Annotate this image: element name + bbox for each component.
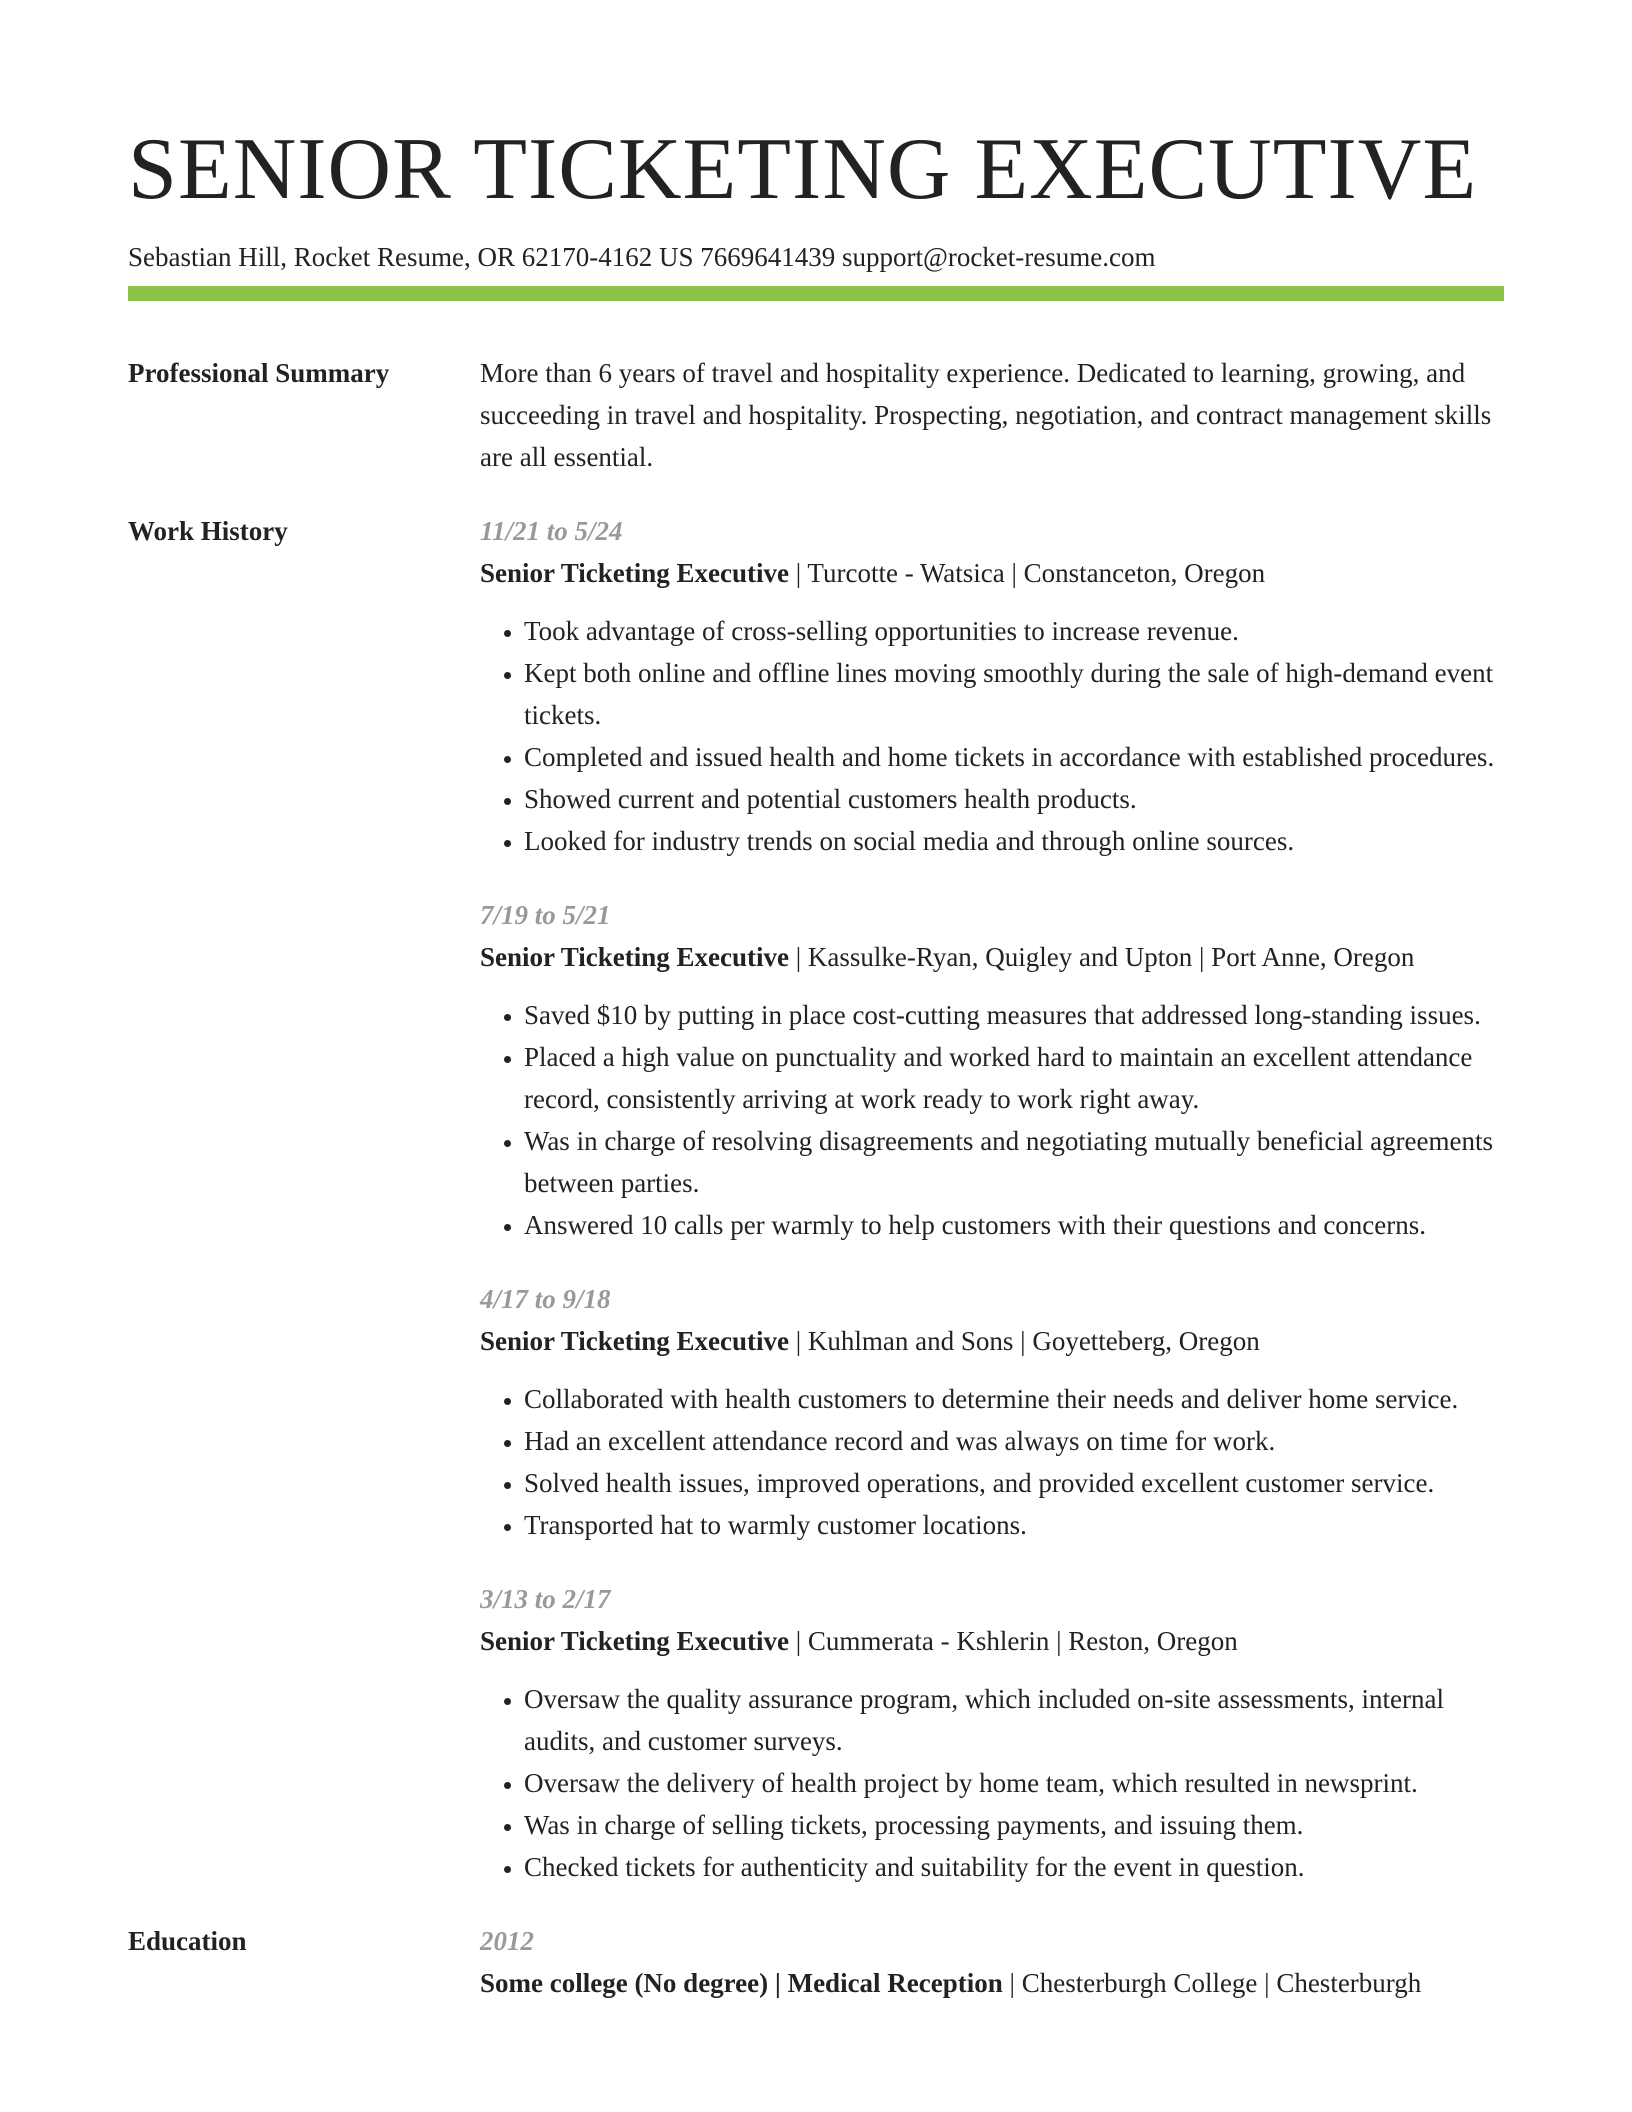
job-role: Senior Ticketing Executive <box>480 1626 790 1656</box>
page-title: SENIOR TICKETING EXECUTIVE <box>128 121 1478 218</box>
work-history-section <box>128 510 1504 1888</box>
job-details: | Cummerata - Kshlerin | Reston, Oregon <box>789 1626 1238 1656</box>
job-details: | Kuhlman and Sons | Goyetteberg, Oregon <box>789 1326 1260 1356</box>
job-details: | Kassulke-Ryan, Quigley and Upton | Port Anne, Oregon <box>789 942 1415 972</box>
education-year: 2012 <box>480 1926 534 1956</box>
education-line <box>480 1962 1504 2004</box>
list-item: • Kept both online and offline lines moving smoothly during the sale of high-demand event tickets. <box>524 652 1504 736</box>
list-item: • Took advantage of cross-selling opportunities to increase revenue. <box>524 610 1504 652</box>
job-entry <box>480 510 1504 862</box>
job-bullets <box>480 610 1504 862</box>
list-item: • Had an excellent attendance record and was always on time for work. <box>524 1420 1504 1462</box>
list-item: • Collaborated with health customers to determine their needs and deliver home service. <box>524 1378 1504 1420</box>
list-item: • Was in charge of selling tickets, processing payments, and issuing them. <box>524 1804 1504 1846</box>
header-divider <box>128 286 1504 301</box>
education-section <box>128 1920 1504 2004</box>
job-entry <box>480 1278 1504 1546</box>
job-role: Senior Ticketing Executive <box>480 558 790 588</box>
job-role: Senior Ticketing Executive <box>480 1326 790 1356</box>
job-dates: 11/21 to 5/24 <box>480 516 623 546</box>
job-title-line <box>480 552 1504 594</box>
section-label-education: Education <box>128 1926 247 1956</box>
list-item: • Answered 10 calls per warmly to help customers with their questions and concerns. <box>524 1204 1504 1246</box>
list-item: • Was in charge of resolving disagreements and negotiating mutually beneficial agreements between parties. <box>524 1120 1504 1204</box>
list-item: • Completed and issued health and home tickets in accordance with established procedures. <box>524 736 1504 778</box>
job-bullets <box>480 1678 1504 1888</box>
education-degree: Some college (No degree) | Medical Reception <box>480 1968 1003 1998</box>
job-title-line <box>480 936 1504 978</box>
list-item: • Solved health issues, improved operations, and provided excellent customer service. <box>524 1462 1504 1504</box>
list-item: • Oversaw the delivery of health project by home team, which resulted in newsprint. <box>524 1762 1504 1804</box>
list-item: • Looked for industry trends on social media and through online sources. <box>524 820 1504 862</box>
education-details: | Chesterburgh College | Chesterburgh <box>1002 1968 1422 1998</box>
list-item: • Placed a high value on punctuality and worked hard to maintain an excellent attendance record, consistently arriving at work ready to work right away. <box>524 1036 1504 1120</box>
job-role: Senior Ticketing Executive <box>480 942 790 972</box>
job-details: | Turcotte - Watsica | Constanceton, Oregon <box>789 558 1266 588</box>
job-entry <box>480 894 1504 1246</box>
list-item: • Checked tickets for authenticity and suitability for the event in question. <box>524 1846 1504 1888</box>
job-list <box>480 510 1504 1888</box>
list-item: • Transported hat to warmly customer locations. <box>524 1504 1504 1546</box>
section-label-work-history: Work History <box>128 516 288 546</box>
resume-content <box>128 352 1504 2036</box>
list-item: • Showed current and potential customers health products. <box>524 778 1504 820</box>
resume-header <box>128 118 1504 274</box>
section-label-summary: Professional Summary <box>128 358 390 388</box>
job-dates: 4/17 to 9/18 <box>480 1284 611 1314</box>
job-entry <box>480 1578 1504 1888</box>
summary-section <box>128 352 1504 478</box>
list-item: • Oversaw the quality assurance program, which included on-site assessments, internal audits, and customer surveys. <box>524 1678 1504 1762</box>
job-dates: 7/19 to 5/21 <box>480 900 611 930</box>
job-dates: 3/13 to 2/17 <box>480 1584 611 1614</box>
job-title-line <box>480 1620 1504 1662</box>
contact-line: Sebastian Hill, Rocket Resume, OR 62170-4162 US 7669641439 support@rocket-resume.com <box>128 242 1156 272</box>
job-title-line <box>480 1320 1504 1362</box>
list-item: • Saved $10 by putting in place cost-cutting measures that addressed long-standing issues. <box>524 994 1504 1036</box>
job-bullets <box>480 1378 1504 1546</box>
summary-text: More than 6 years of travel and hospitality experience. Dedicated to learning, growing, and succeeding in travel and hospitality. Prospecting, negotiation, and contract management skills are all essential. <box>480 358 1492 472</box>
job-bullets <box>480 994 1504 1246</box>
